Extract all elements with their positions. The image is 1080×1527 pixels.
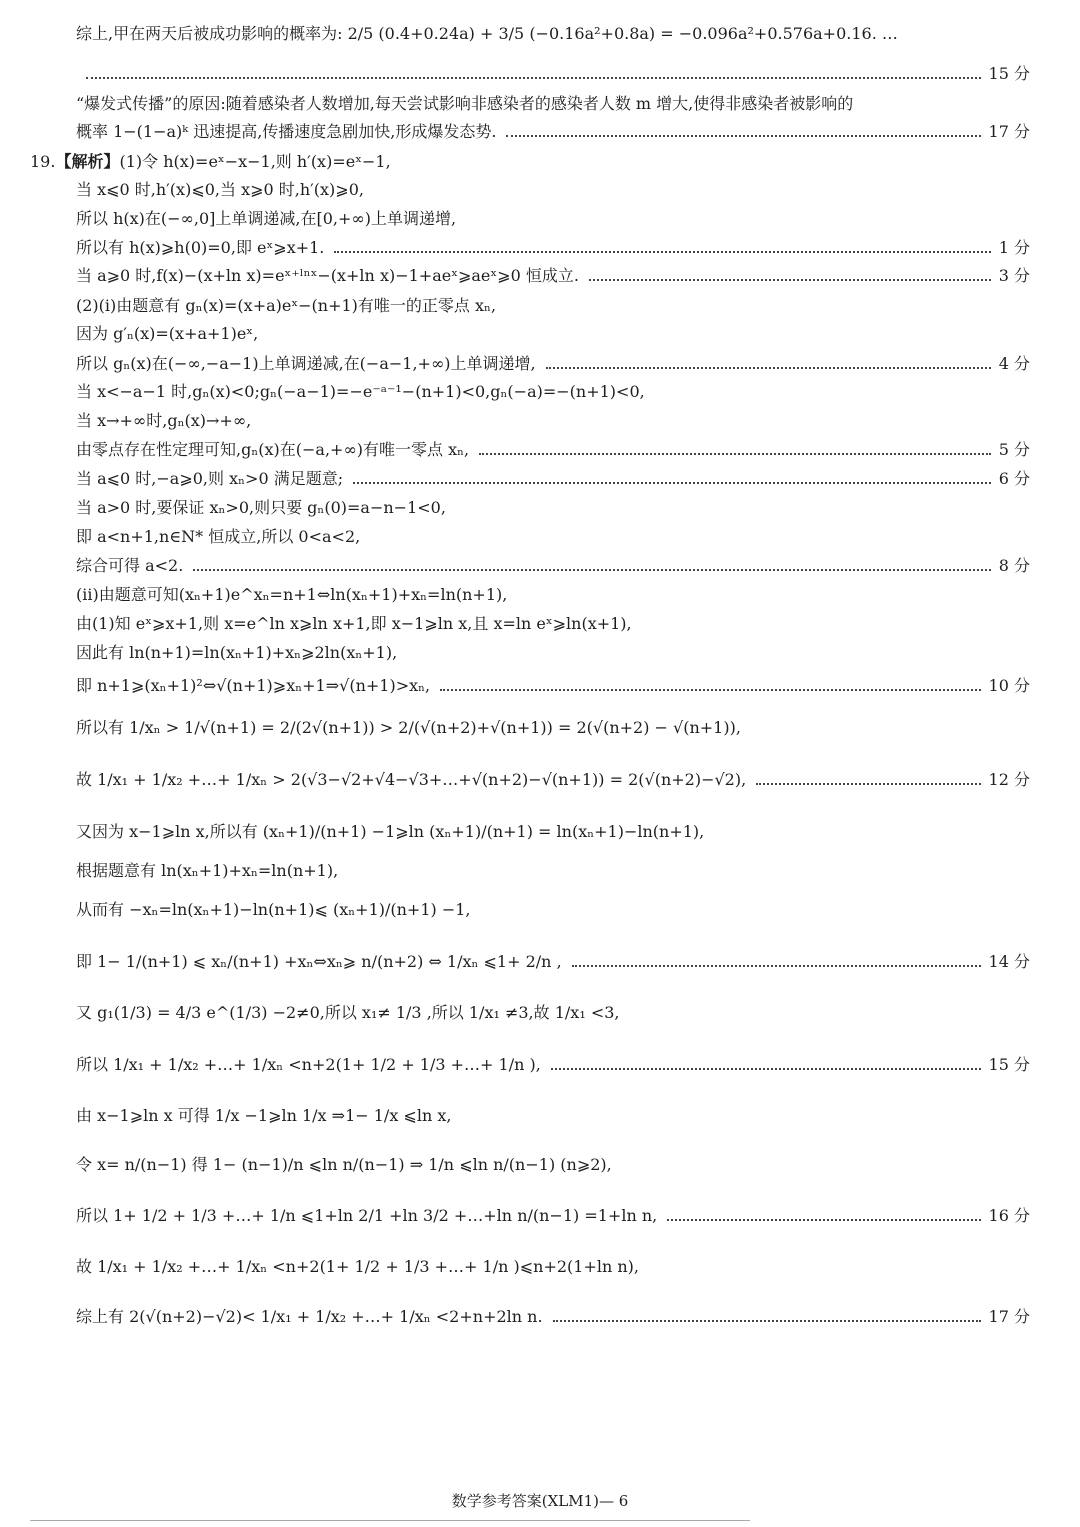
score-mark: 6 分 <box>998 469 1030 488</box>
solution-line <box>76 24 1030 44</box>
dot-leader <box>551 1068 981 1070</box>
solution-text: 故 1/x₁ + 1/x₂ +…+ 1/xₙ > 2(√3−√2+√4−√3+…+√(n+2)−√(n+1)) = 2(√(n+2)−√2), <box>76 770 747 789</box>
solution-text: 故 1/x₁ + 1/x₂ +…+ 1/xₙ <n+2(1+ 1/2 + 1/3 +…+ 1/n )⩽n+2(1+ln n), <box>76 1257 640 1276</box>
solution-line <box>30 152 1030 172</box>
dot-leader <box>546 367 991 369</box>
solution-text: 又因为 x−1⩾ln x,所以有 (xₙ+1)/(n+1) −1⩾ln (xₙ+1)/(n+1) = ln(xₙ+1)−ln(n+1), <box>76 822 705 841</box>
solution-line <box>76 643 1030 663</box>
solution-line <box>76 1307 1030 1327</box>
footer-rule <box>30 1520 750 1521</box>
solution-line <box>76 1206 1030 1226</box>
score-mark: 16 分 <box>988 1206 1030 1225</box>
solution-line <box>76 1055 1030 1075</box>
analysis-label: 【解析】 <box>55 152 120 171</box>
dot-leader <box>440 689 980 691</box>
solution-text: 即 1− 1/(n+1) ⩽ xₙ/(n+1) +xₙ⇔xₙ⩾ n/(n+2) ⇔ 1/xₙ ⩽1+ 2/n , <box>76 952 562 971</box>
solution-text: 综上有 2(√(n+2)−√2)< 1/x₁ + 1/x₂ +…+ 1/xₙ <2+n+2ln n. <box>76 1307 543 1326</box>
solution-text: 由零点存在性定理可知,gₙ(x)在(−a,+∞)有唯一零点 xₙ, <box>76 440 470 459</box>
solution-text: 综合可得 a<2. <box>76 556 184 575</box>
solution-text: (ⅱ)由题意可知(xₙ+1)e^xₙ=n+1⇔ln(xₙ+1)+xₙ=ln(n+1), <box>76 585 508 604</box>
solution-line <box>76 180 1030 200</box>
solution-text: 所以 1+ 1/2 + 1/3 +…+ 1/n ⩽1+ln 2/1 +ln 3/2 +…+ln n/(n−1) =1+ln n, <box>76 1206 658 1225</box>
score-mark: 17 分 <box>988 122 1030 141</box>
solution-text: (2)(ⅰ)由题意有 gₙ(x)=(x+a)eˣ−(n+1)有唯一的正零点 xₙ, <box>76 296 497 315</box>
dot-leader <box>667 1219 980 1221</box>
score-mark: 15 分 <box>988 1055 1030 1074</box>
solution-line <box>76 527 1030 547</box>
score-mark: 3 分 <box>998 266 1030 285</box>
solution-text: 当 a>0 时,要保证 xₙ>0,则只要 gₙ(0)=a−n−1<0, <box>76 498 446 517</box>
solution-line <box>76 676 1030 696</box>
solution-text: 当 a⩽0 时,−a⩾0,则 xₙ>0 满足题意; <box>76 469 344 488</box>
solution-line <box>76 718 1030 738</box>
dot-leader <box>572 965 981 967</box>
solution-text: (1)令 h(x)=eˣ−x−1,则 h′(x)=eˣ−1, <box>119 152 391 171</box>
solution-line <box>76 952 1030 972</box>
solution-line <box>76 354 1030 374</box>
score-mark: 12 分 <box>988 770 1030 789</box>
solution-text: 因此有 ln(n+1)=ln(xₙ+1)+xₙ⩾2ln(xₙ+1), <box>76 643 398 662</box>
solution-text: 又 g₁(1/3) = 4/3 e^(1/3) −2≠0,所以 x₁≠ 1/3 ,所以 1/x₁ ≠3,故 1/x₁ <3, <box>76 1003 620 1022</box>
solution-text: 由 x−1⩾ln x 可得 1/x −1⩾ln 1/x ⇒1− 1/x ⩽ln x, <box>76 1106 452 1125</box>
solution-text: “爆发式传播”的原因:随着感染者人数增加,每天尝试影响非感染者的感染者人数 m 增大,使得非感染者被影响的 <box>76 94 854 113</box>
dot-leader <box>553 1320 981 1322</box>
solution-line <box>76 64 1030 84</box>
solution-text: 概率 1−(1−a)ᵏ 迅速提高,传播速度急剧加快,形成爆发态势. <box>76 122 497 141</box>
dot-leader <box>193 569 990 571</box>
score-mark: 15 分 <box>988 64 1030 83</box>
solution-line <box>76 900 1030 920</box>
dot-leader <box>589 279 991 281</box>
problem-number: 19. <box>30 152 56 171</box>
score-mark: 5 分 <box>998 440 1030 459</box>
solution-line <box>76 1003 1030 1023</box>
solution-line <box>76 411 1030 431</box>
solution-line <box>76 498 1030 518</box>
solution-text: 所以有 h(x)⩾h(0)=0,即 eˣ⩾x+1. <box>76 238 325 257</box>
dot-leader <box>86 77 981 79</box>
solution-line <box>76 209 1030 229</box>
solution-line <box>76 122 1030 142</box>
solution-line <box>76 614 1030 634</box>
solution-line <box>76 1106 1030 1126</box>
score-mark: 17 分 <box>988 1307 1030 1326</box>
score-mark: 4 分 <box>998 354 1030 373</box>
solution-text: 当 x⩽0 时,h′(x)⩽0,当 x⩾0 时,h′(x)⩾0, <box>76 180 364 199</box>
solution-text: 所以有 1/xₙ > 1/√(n+1) = 2/(2√(n+1)) > 2/(√(n+2)+√(n+1)) = 2(√(n+2) − √(n+1)), <box>76 718 741 737</box>
solution-text: 即 a<n+1,n∈N* 恒成立,所以 0<a<2, <box>76 527 361 546</box>
page-footer: 数学参考答案(XLM1)— 6 <box>451 1492 629 1510</box>
solution-line <box>76 770 1030 790</box>
solution-line <box>76 1257 1030 1277</box>
solution-text: 所以 h(x)在(−∞,0]上单调递减,在[0,+∞)上单调递增, <box>76 209 457 228</box>
solution-line <box>76 382 1030 402</box>
solution-line <box>76 822 1030 842</box>
solution-line <box>76 556 1030 576</box>
dot-leader <box>353 482 991 484</box>
solution-text: 所以 gₙ(x)在(−∞,−a−1)上单调递减,在(−a−1,+∞)上单调递增, <box>76 354 536 373</box>
score-mark: 1 分 <box>998 238 1030 257</box>
solution-line <box>76 94 1030 114</box>
dot-leader <box>479 453 991 455</box>
solution-text: 当 a⩾0 时,f(x)−(x+ln x)=eˣ⁺ˡⁿˣ−(x+ln x)−1+aeˣ⩾aeˣ⩾0 恒成立. <box>76 266 579 285</box>
dot-leader <box>506 135 980 137</box>
solution-text: 当 x<−a−1 时,gₙ(x)<0;gₙ(−a−1)=−e⁻ᵃ⁻¹−(n+1)<0,gₙ(−a)=−(n+1)<0, <box>76 382 645 401</box>
solution-line <box>76 238 1030 258</box>
solution-line <box>76 296 1030 316</box>
solution-line <box>76 1155 1030 1175</box>
dot-leader <box>334 251 990 253</box>
score-mark: 14 分 <box>988 952 1030 971</box>
solution-line <box>76 585 1030 605</box>
solution-text: 所以 1/x₁ + 1/x₂ +…+ 1/xₙ <n+2(1+ 1/2 + 1/3 +…+ 1/n ), <box>76 1055 541 1074</box>
solution-line <box>76 469 1030 489</box>
solution-text: 即 n+1⩾(xₙ+1)²⇔√(n+1)⩾xₙ+1⇒√(n+1)>xₙ, <box>76 676 431 695</box>
solution-line <box>76 266 1030 286</box>
score-mark: 10 分 <box>988 676 1030 695</box>
solution-text: 综上,甲在两天后被成功影响的概率为: 2/5 (0.4+0.24a) + 3/5 (−0.16a²+0.8a) = −0.096a²+0.576a+0.16. … <box>76 24 898 43</box>
solution-text: 因为 g′ₙ(x)=(x+a+1)eˣ, <box>76 324 259 343</box>
solution-text: 当 x→+∞时,gₙ(x)→+∞, <box>76 411 252 430</box>
solution-text: 根据题意有 ln(xₙ+1)+xₙ=ln(n+1), <box>76 861 339 880</box>
solution-line <box>76 861 1030 881</box>
dot-leader <box>756 783 980 785</box>
solution-line <box>76 440 1030 460</box>
solution-text: 令 x= n/(n−1) 得 1− (n−1)/n ⩽ln n/(n−1) ⇒ 1/n ⩽ln n/(n−1) (n⩾2), <box>76 1155 612 1174</box>
solution-line <box>76 324 1030 344</box>
score-mark: 8 分 <box>998 556 1030 575</box>
solution-text: 由(1)知 eˣ⩾x+1,则 x=e^ln x⩾ln x+1,即 x−1⩾ln x,且 x=ln eˣ⩾ln(x+1), <box>76 614 632 633</box>
solution-text: 从而有 −xₙ=ln(xₙ+1)−ln(n+1)⩽ (xₙ+1)/(n+1) −1, <box>76 900 471 919</box>
